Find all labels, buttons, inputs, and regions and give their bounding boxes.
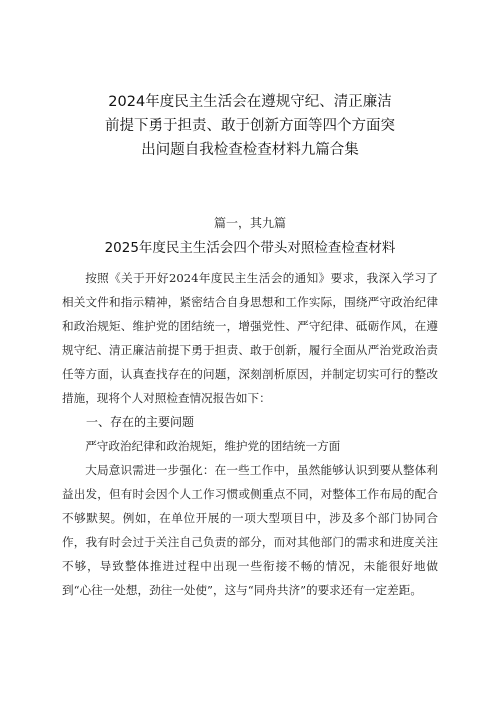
section-label: 篇一，其九篇	[213, 216, 286, 230]
section-title: 2025年度民主生活会四个带头对照检查检查材料	[104, 240, 396, 256]
paragraph-overall-awareness: 大局意识需进一步强化：在一些工作中，虽然能够认识到要从整体利益出发，但有时会因个人工作习惯或侧重点不同，对整体工作布局的配合不够默契。例如，在单位开展的一项大型项目中，涉及多个部门协同合作，我有时会过于关注自己负责的部分，而对其他部门的需求和进度关注不够，导致整体推进过程中出现一些衔接不畅的情况，未能很好地做到“心往一处想，劲往一处使”，这与“同舟共济”的要求还有一定差距。	[62, 463, 438, 597]
title-line-1: 2024年度民主生活会在遵规守纪、清正廉洁	[108, 94, 392, 110]
title-line-3: 出问题自我检查检查材料九篇合集	[141, 142, 359, 158]
document-title	[62, 90, 438, 162]
subheading-political-discipline: 严守政治纪律和政治规矩，维护党的团结统一方面	[85, 439, 341, 453]
title-line-2: 前提下勇于担责、敢于创新方面等四个方面突	[105, 118, 395, 134]
intro-paragraph: 按照《关于开好2024年度民主生活会的通知》要求，我深入学习了相关文件和指示精神，紧密结合自身思想和工作实际，围绕严守政治纪律和政治规矩、维护党的团结统一，增强党性、严守纪律、砥砺作风，在遵规守纪、清正廉洁前提下勇于担责、敢于创新，履行全面从严治党政治责任等方面，认真查找存在的问题，深刻剖析原因，并制定切实可行的整改措施，现将个人对照检查情况报告如下：	[62, 271, 438, 405]
document-body	[62, 266, 438, 602]
heading-main-problems: 一、存在的主要问题	[86, 415, 195, 429]
